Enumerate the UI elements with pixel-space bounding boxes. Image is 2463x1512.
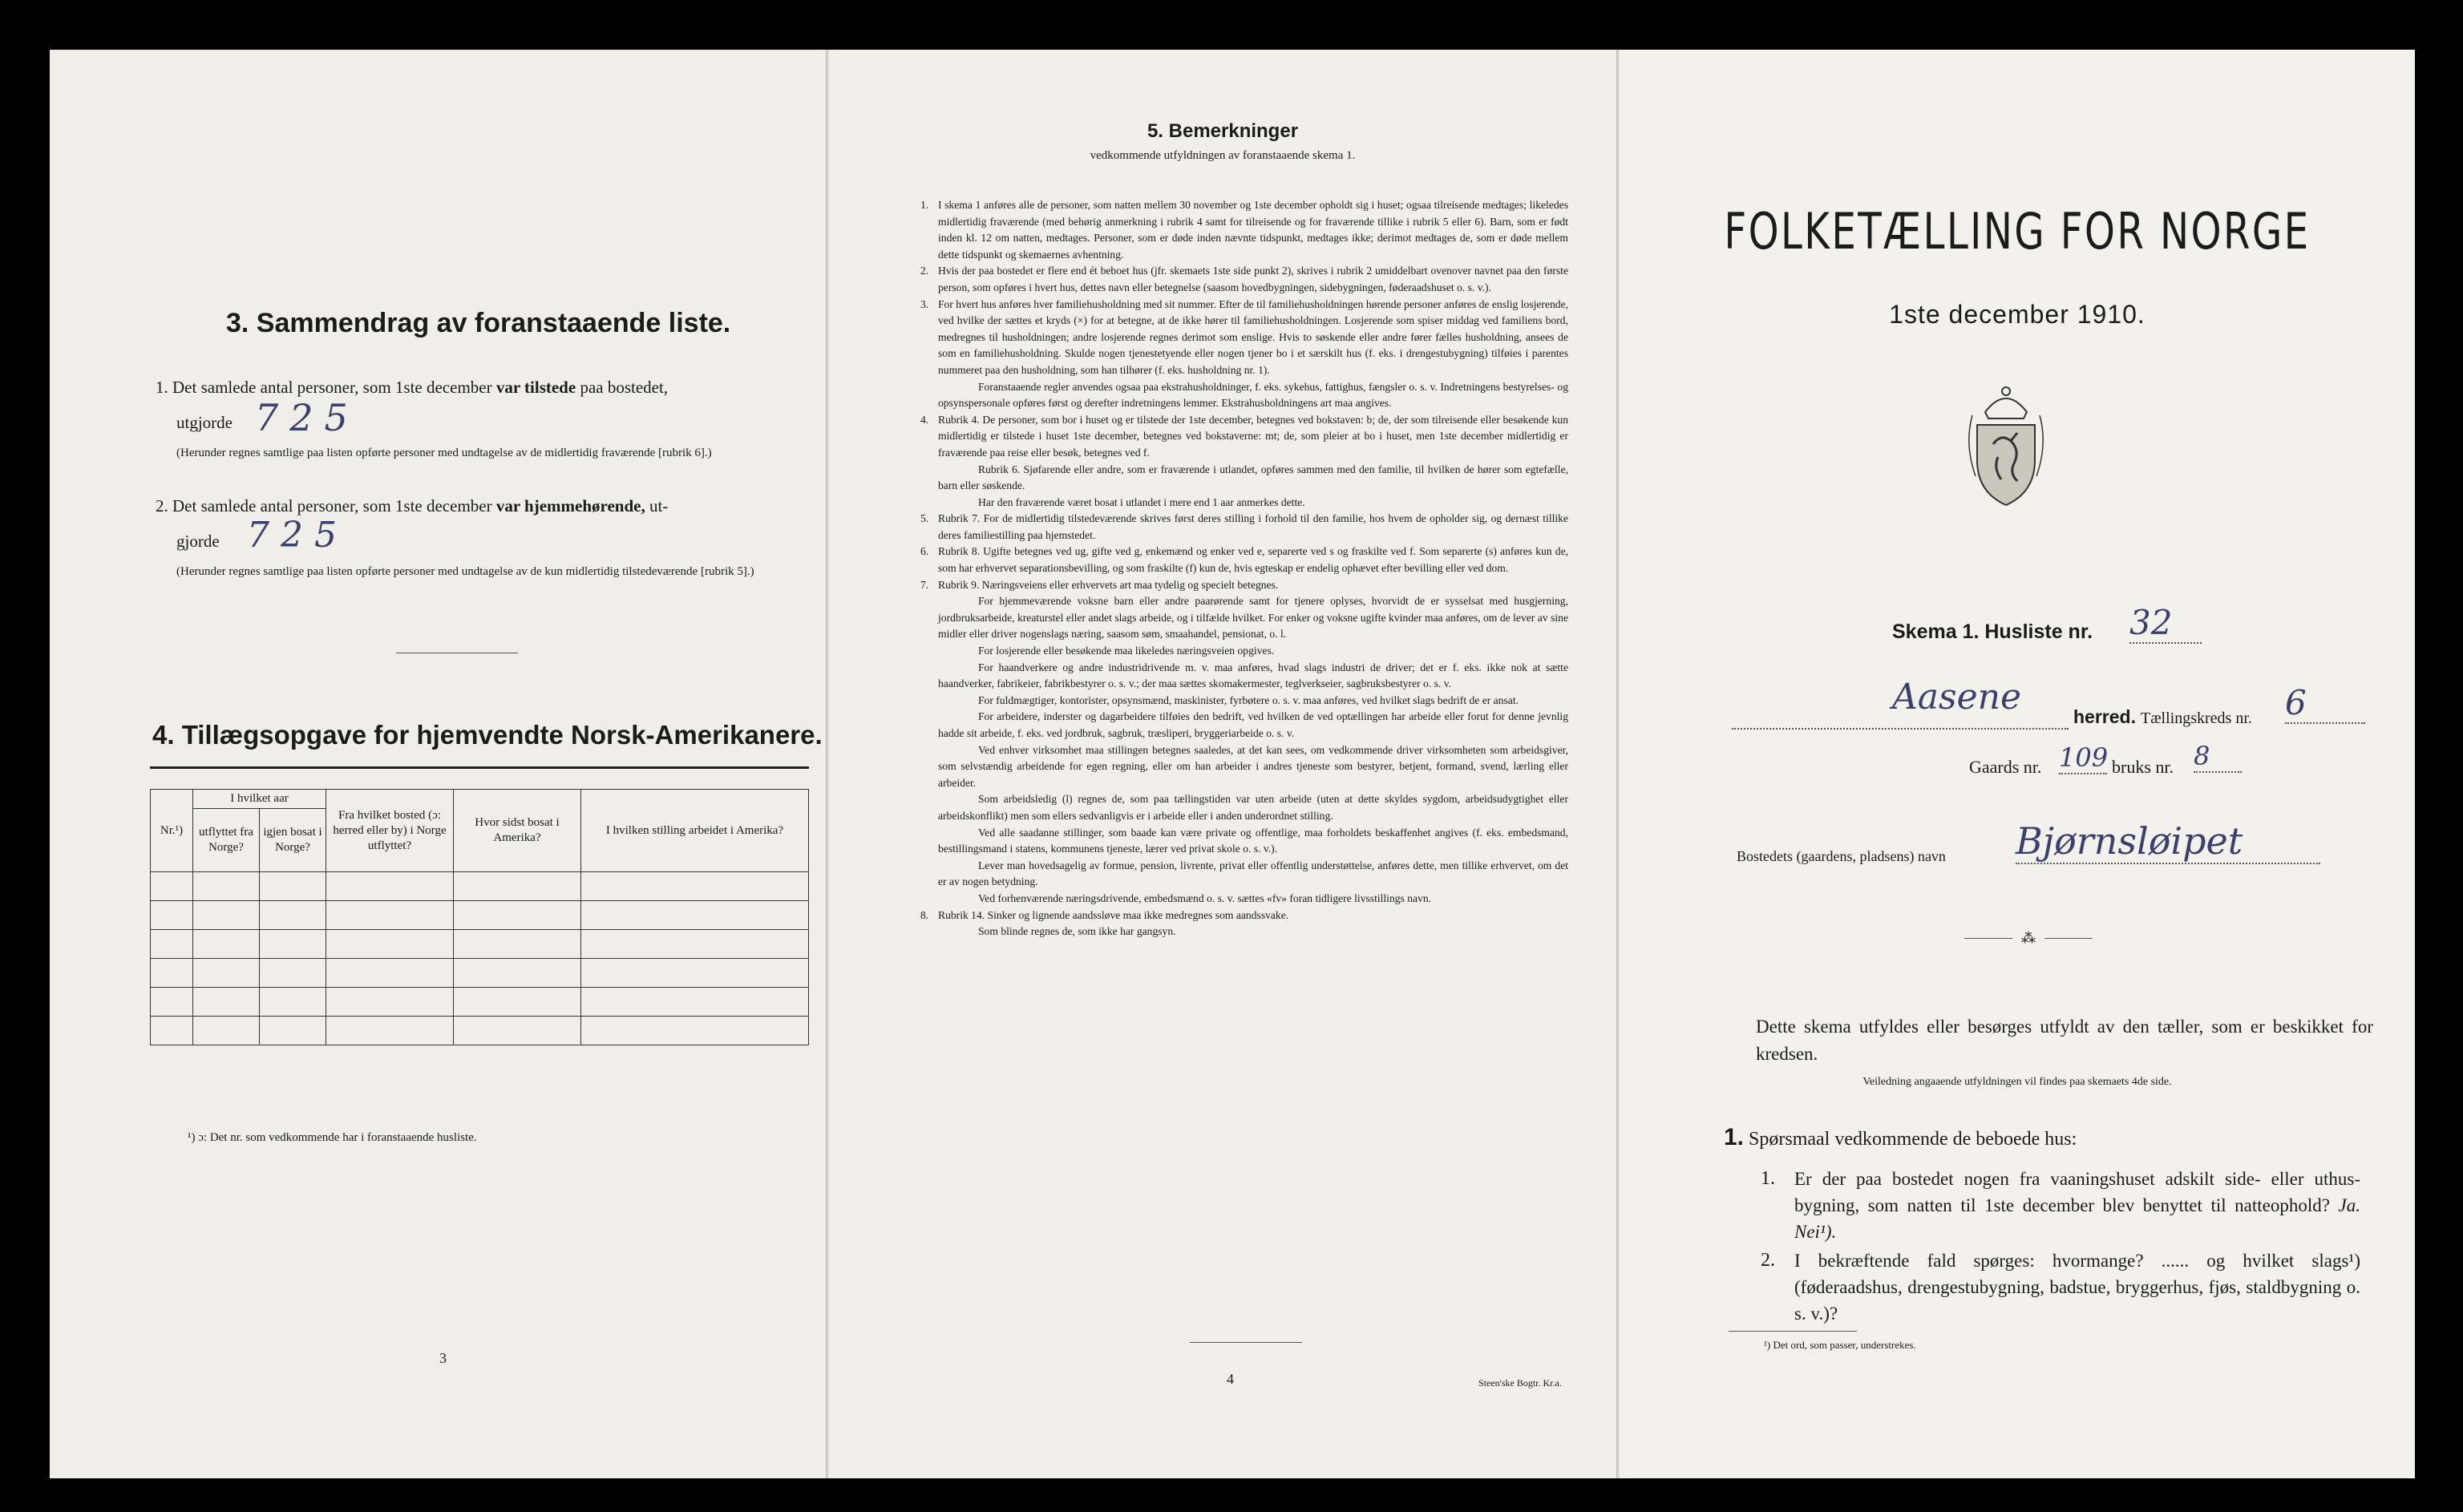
- table-row: [151, 901, 809, 930]
- remark-text: Hvis der paa bostedet er flere end ét beboet hus (jfr. skemaets 1ste side punkt 2), skrives i rubrik 2 umiddelbart ovenover navnet paa den første person, som opføres i hvert hus, dettes navn eller betegnelse (saasom hovedbygningen, sidebygningen, føderaadshuset o. s. v.).: [938, 265, 1568, 293]
- questions-heading: 1. Spørsmaal vedkommende de beboede hus:: [1724, 1124, 2077, 1150]
- remark-number: 5.: [920, 512, 929, 525]
- husliste-nr: 32: [2129, 603, 2202, 644]
- page-middle: [829, 50, 1616, 1478]
- footnote: ¹) Det ord, som passer, understrekes.: [1764, 1339, 1916, 1351]
- remark-text: Som blinde regnes de, som ikke har gangsyn.: [978, 925, 1176, 938]
- summary-item-1: 1. Det samlede antal personer, som 1ste december var tilstede paa bostedet,: [156, 378, 669, 397]
- col-utflyttet: utflyttet fra Norge?: [193, 809, 260, 872]
- table-footnote: ¹) ɔ: Det nr. som vedkommende har i foranstaaende husliste.: [188, 1131, 477, 1144]
- remark-text: For losjerende eller besøkende maa likeledes næringsveien opgives.: [978, 645, 1275, 657]
- remark-item: [920, 297, 1568, 379]
- page-number: 4: [1227, 1371, 1234, 1387]
- remark-text: Ved alle saadanne stillinger, som baade kan være private og offentlige, maa forholdets beskaffenhet angives (f. eks. embedsmand, bestillingsmand i statens, kommunens tjeneste, lærer ved privat skole o. s. v.).: [938, 826, 1568, 855]
- herred-value: Aasene: [1892, 677, 2022, 718]
- schema-label: Skema 1. Husliste nr.: [1892, 621, 2093, 643]
- norsk-amerikanere-table: [150, 789, 809, 1045]
- remark-text: For haandverkere og andre industridrivende m. v. maa anføres, hvad slags industri de driver; det er f. eks. ikke nok at sætte haandverker, fabrikeier, fabrikbestyrer o. s. v.; der maa sættes skomakermester, teglverkseier, sagbruksbestyrer o. s. v.: [938, 661, 1568, 690]
- remark-text: Ved enhver virksomhet maa stillingen betegnes saaledes, at det kan sees, om vedkommende driver virksomheten som arbeidsgiver, som selvstændig arbeidende for egen regning, eller om han arbeider i andres tjeneste som bestyrer, betjent, formand, svend, lærling eller arbeider.: [938, 743, 1568, 789]
- col-hvor: Hvor sidst bosat i Amerika?: [454, 790, 581, 872]
- remark-text: For arbeidere, inderster og dagarbeidere tilføies den bedrift, ved hvilken de ved optællingen har arbeide eller forut for denne jevnlig hadde sit arbeide, f. eks. ved jordbruk, sagbruk, træsliperi, bryggeriarbeide o. s. v.: [938, 710, 1568, 739]
- remark-text: Som arbeidsledig (l) regnes de, som paa tællingstiden var uten arbeide (uten at dette skyldes sygdom, arbeidsudygtighet eller arbeidskonflikt) men som ellers sedvanligvis er i arbeide eller i anden underordnet stilling.: [938, 793, 1568, 822]
- remarks-subheading: vedkommende utfyldningen av foranstaaende skema 1.: [1090, 149, 1356, 162]
- remark-item: [920, 908, 1568, 924]
- remarks-list: [920, 197, 1568, 1368]
- table-top-rule: [150, 766, 809, 769]
- remark-item: [920, 197, 1568, 263]
- col-igjen: igjen bosat i Norge?: [260, 809, 326, 872]
- remark-item: [938, 643, 1568, 660]
- kreds-value: 6: [2285, 683, 2365, 724]
- remark-text: Ved forhenværende næringsdrivende, embedsmænd o. s. v. sættes «fv» foran tidligere livsstillings navn.: [978, 891, 1432, 904]
- info-text: Dette skema utfyldes eller besørges utfyldt av den tæller, som er beskikket for kredsen.: [1756, 1017, 2373, 1064]
- remark-text: Rubrik 14. Sinker og lignende aandssløve maa ikke medregnes som aandssvake.: [938, 908, 1289, 921]
- remark-text: For hvert hus anføres hver familiehusholdning med sit nummer. Efter de til familiehusholdningen hørende personer anføres de enslig losjerende, ved hvilke der sættes et kryds (×) for at betegne, at de ikke hører til familiehusholdningen. Losjerende som spiser middag ved familiens bord, medregnes til husholdningen; andre losjerende regnes derimot som enslige. Hvis to søskende eller andre fører fælles husholdning, ansees de som en familiehusholdning. Skulde nogen tjenestetyende eller nogen tjener bo i et særskilt hus (f. eks. i drengestubygning) tilføies i parentes nummeret paa den husholdning, som han tilhører (f. eks. husholdning nr. 1).: [938, 297, 1568, 376]
- bosted-value: Bjørnsløipet: [2016, 819, 2320, 864]
- remark-text: For fuldmægtiger, kontorister, opsynsmænd, maskinister, fyrbøtere o. s. v. maa anføres, ved hvilket slags bedrift de er ansat.: [978, 693, 1519, 706]
- remark-number: 6.: [920, 545, 929, 558]
- printer-mark: Steen'ske Bogtr. Kr.a.: [1478, 1377, 1562, 1389]
- remark-item: [920, 511, 1568, 544]
- table-row: [151, 872, 809, 901]
- remark-number: 4.: [920, 413, 929, 426]
- table-row: [151, 959, 809, 988]
- remark-number: 8.: [920, 908, 929, 921]
- remark-text: Har den fraværende været bosat i utlandet i mere end 1 aar anmerkes dette.: [978, 495, 1305, 508]
- remark-item: [920, 544, 1568, 576]
- census-title: FOLKETÆLLING FOR NORGE: [1724, 202, 2311, 261]
- summary-item-2-value: 725: [247, 515, 348, 556]
- remark-item: [938, 858, 1568, 891]
- kreds-label: Tællingskreds nr.: [2141, 710, 2252, 727]
- bosted-label: Bostedets (gaardens, pladsens) navn: [1737, 848, 1946, 864]
- summary-item-1-note: (Herunder regnes samtlige paa listen opførte personer med undtagelse av de midlertidig fraværende [rubrik 6].): [176, 447, 712, 459]
- table-row: [151, 1017, 809, 1045]
- remark-item: [938, 660, 1568, 693]
- col-fra: Fra hvilket bosted (ɔ: herred eller by) i Norge utflyttet?: [326, 790, 454, 872]
- herred-label: herred.: [2073, 706, 2136, 727]
- remark-text: Foranstaaende regler anvendes ogsaa paa ekstrahusholdninger, f. eks. sykehus, fattighus, fængsler o. s. v. Indretningens bestyrelses- og opsynspersonale opføres først og derefter indretningens lemmer. Ekstrahusholdningens art maa angives.: [938, 380, 1568, 410]
- remark-number: 2.: [920, 265, 929, 277]
- remark-item: [938, 709, 1568, 742]
- remark-item: [938, 791, 1568, 824]
- remark-text: Rubrik 8. Ugifte betegnes ved ug, gifte ved g, enkemænd og enker ved e, separerte ved s og fraskilte ved f. Som separerte (s) anføres kun de, som har erhvervet separationsbevilling, og som fraskilte (f) kun de, hvis egteskap er endelig ophævet efter bevilling eller ved dom.: [938, 545, 1568, 575]
- remark-text: I skema 1 anføres alle de personer, som natten mellem 30 november og 1ste december opholdt sig i huset; ogsaa tilreisende medtages; likeledes midlertidig fraværende (med behørig anmerkning i rubrik 4 samt for tilreisende og for fraværende tillike i rubrik 5 eller 6). Barn, som er født inden kl. 12 om natten, medtages. Personer, som er døde inden nævnte tidspunkt, medtages ikke; derimot medtages de, som er døde mellem dette tidspunkt og skemaernes avhentning.: [938, 199, 1568, 261]
- census-title-wrap: [1620, 202, 2415, 261]
- gaards-value: 109: [2059, 742, 2109, 773]
- question-1: Er der paa bostedet nogen fra vaaningshuset adskilt side- eller uthus-bygning, som natten til 1ste december blev benyttet til natteophold? Ja. Nei¹).: [1794, 1169, 2360, 1242]
- remark-text: Rubrik 6. Sjøfarende eller andre, som er fraværende i utlandet, opføres sammen med den familie, til hvilken de hører som egtefælle, barn eller søskende.: [938, 463, 1568, 492]
- remarks-heading: 5. Bemerkninger: [1147, 120, 1299, 142]
- remark-text: Rubrik 9. Næringsveiens eller erhvervets art maa tydelig og specielt betegnes.: [938, 578, 1279, 591]
- summary-item-1-value: 725: [255, 396, 359, 439]
- gaards-label: Gaards nr.: [1969, 757, 2042, 777]
- remark-text: Rubrik 4. De personer, som bor i huset og er tilstede der 1ste december, betegnes ved bokstaven: b; de, der som tilreisende eller besøkende kun midlertidig er tilstede i huset 1ste december, betegnes ved bokstaverne: mt; de, som pleier at bo i huset, men 1ste december midlertidig er fraværende paa reise eller besøk, betegnes ved f.: [938, 413, 1568, 459]
- summary-item-2-label: gjorde: [176, 532, 220, 551]
- remark-item: [938, 924, 1568, 940]
- remark-item: [938, 462, 1568, 495]
- remark-item: [938, 693, 1568, 710]
- remark-text: Rubrik 7. For de midlertidig tilstedeværende skrives først deres stilling i forhold til den familie, hos hvem de opholder sig, og dernæst tillike deres familiestilling paa hjemstedet.: [938, 512, 1568, 541]
- col-nr: Nr.¹): [151, 790, 193, 872]
- remark-number: 7.: [920, 578, 929, 591]
- remark-item: [920, 263, 1568, 296]
- remark-number: 3.: [920, 297, 929, 310]
- remark-item: [938, 742, 1568, 792]
- remark-item: [938, 825, 1568, 858]
- remark-item: [920, 412, 1568, 462]
- norwegian-lion-crest-icon: [1961, 380, 2051, 508]
- summary-item-2-note: (Herunder regnes samtlige paa listen opførte personer med undtagelse av de kun midlertidig tilstedeværende [rubrik 5].): [176, 565, 754, 578]
- divider: [1729, 1331, 1857, 1332]
- col-stilling: I hvilken stilling arbeidet i Amerika?: [581, 790, 809, 872]
- remark-number: 1.: [920, 199, 929, 211]
- remark-item: [938, 593, 1568, 643]
- table-row: [151, 988, 809, 1017]
- q2-num: 2.: [1761, 1250, 1775, 1271]
- remark-item: [938, 495, 1568, 511]
- bruks-label: bruks nr.: [2112, 757, 2174, 777]
- col-group-aar: I hvilket aar: [193, 790, 326, 809]
- question-2: I bekræftende fald spørges: hvormange? ...... og hvilket slags¹) (føderaadshus, drengestubygning, badstue, bryggerhus, fjøs, staldbygning o. s. v.)?: [1794, 1251, 2360, 1324]
- remark-item: [938, 379, 1568, 412]
- remark-text: Lever man hovedsagelig av formue, pension, livrente, privat eller offentlig understøttelse, anføres dette, men tillike erhvervet, om det er av nogen betydning.: [938, 859, 1568, 888]
- page-left: [50, 50, 826, 1478]
- table-row: [151, 930, 809, 959]
- info-small: Veiledning angaaende utfyldningen vil findes paa skemaets 4de side.: [1862, 1076, 2172, 1088]
- divider: [1190, 1342, 1302, 1343]
- summary-item-2: 2. Det samlede antal personer, som 1ste december var hjemmehørende, ut-: [156, 496, 669, 515]
- bruks-value: 8: [2194, 741, 2242, 773]
- remark-item: [938, 891, 1568, 908]
- summary-item-1-label: utgjorde: [176, 413, 233, 432]
- remark-text: For hjemmeværende voksne barn eller andre paarørende samt for tjenere oplyses, hvorvidt de er sysselsat med husgjerning, jordbruksarbeide, kreaturstel eller andet slags arbeide, og i tilfælde hvilket. For enker og voksne ugifte kvinder maa anføres, om de lever av sine midler eller driver nogenslags næring, saasom søm, smaahandel, pensionat, o. l.: [938, 595, 1568, 641]
- page-right: [1620, 50, 2415, 1478]
- section3-heading: 3. Sammendrag av foranstaaende liste.: [226, 308, 731, 338]
- ornament-icon: ⁂: [2012, 930, 2044, 947]
- section4-heading: 4. Tillægsopgave for hjemvendte Norsk-Amerikanere.: [152, 720, 823, 750]
- remark-item: [920, 577, 1568, 594]
- q1-num: 1.: [1761, 1168, 1775, 1189]
- census-date: 1ste december 1910.: [1889, 300, 2146, 329]
- page-number: 3: [439, 1350, 447, 1366]
